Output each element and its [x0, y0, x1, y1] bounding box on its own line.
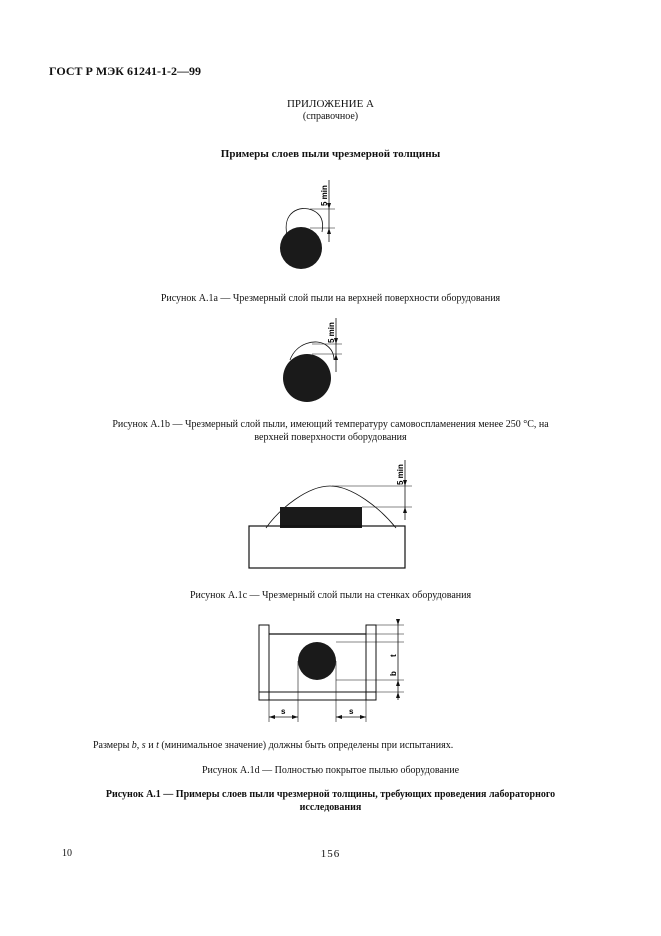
note-t: t [156, 740, 159, 751]
dimension-note [93, 740, 453, 751]
arrow-b-d [396, 680, 400, 686]
arrow-base-d [396, 692, 400, 698]
dim-label-b: 5 min [327, 322, 336, 343]
dim-s-left-label-d: s [281, 707, 286, 716]
caption-a1d: Рисунок A.1d — Полностью покрытое пылью оборудование [201, 765, 460, 776]
annex-subtitle: (справочное) [302, 111, 359, 122]
dim-label-c: 5 min [396, 464, 405, 485]
arrow-sl2-d [292, 715, 298, 719]
dim-t-label-d: t [389, 654, 398, 657]
note-sep: , [136, 740, 142, 751]
dim-b-label-d: b [389, 671, 398, 676]
page-number-left: 10 [62, 848, 72, 859]
caption-a1b-line1: Рисунок A.1b — Чрезмерный слой пыли, имеющий температуру самовоспламенения менее 250 °С, на [112, 419, 549, 430]
dim-s-right-label-d: s [349, 707, 354, 716]
note-and: и [145, 740, 157, 751]
arrow-sr2-d [360, 715, 366, 719]
page-number-center: 156 [320, 848, 341, 860]
arrow-t-d [396, 619, 400, 625]
main-caption-line1: Рисунок A.1 — Примеры слоев пыли чрезмерной толщины, требующих проведения лабораторного [105, 789, 556, 800]
equipment-round-d [298, 642, 336, 680]
caption-a1c: Рисунок A.1c — Чрезмерный слой пыли на стенках оборудования [189, 590, 472, 601]
note-suffix: (минимальное значение) должны быть определены при испытаниях. [158, 740, 454, 751]
base-d [259, 692, 376, 700]
note-s: s [141, 740, 146, 751]
note-prefix: Размеры [93, 740, 132, 751]
caption-a1b-line2: верхней поверхности оборудования [254, 432, 407, 443]
document-header: ГОСТ Р МЭК 61241-1-2—99 [49, 64, 201, 78]
annex-title: ПРИЛОЖЕНИЕ А [286, 98, 374, 110]
section-title: Примеры слоев пыли чрезмерной толщины [220, 148, 441, 160]
wall-left-d [259, 625, 269, 700]
note-b: b [131, 740, 137, 751]
arrow-sr1-d [336, 715, 342, 719]
wall-right-d [366, 625, 376, 700]
arrow-sl1-d [269, 715, 275, 719]
main-caption-line2: исследования [299, 802, 362, 813]
dim-label-a: 5 min [320, 185, 329, 206]
caption-a1a: Рисунок A.1a — Чрезмерный слой пыли на верхней поверхности оборудования [160, 293, 501, 304]
